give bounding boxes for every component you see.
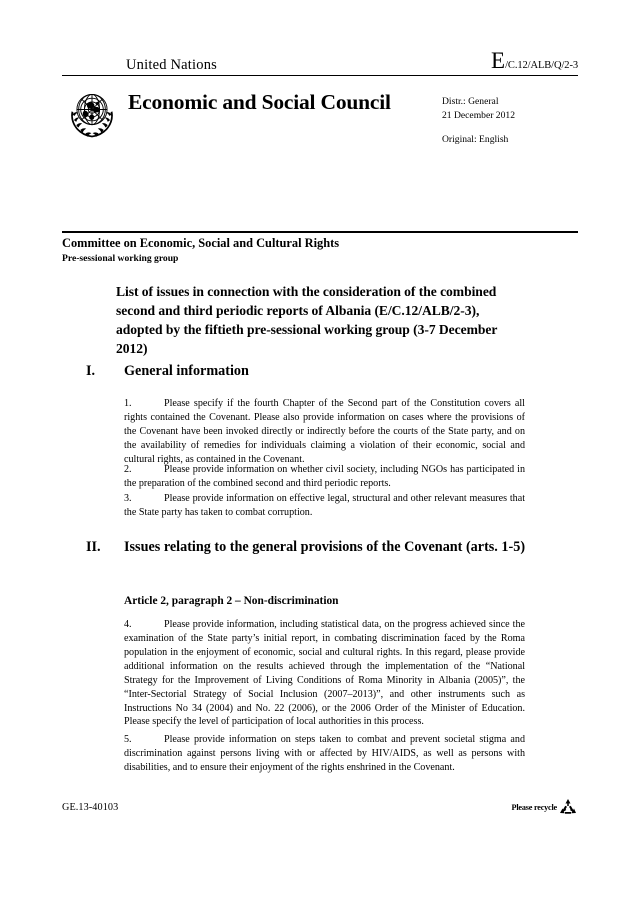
section-title-text: Issues relating to the general provisions of the Covenant (arts. 1-5) — [124, 539, 526, 555]
recycle-icon — [558, 798, 578, 816]
paragraph-text: Please provide information on whether civil society, including NGOs has participated in the preparation of the combined second and third periodic reports. — [124, 464, 525, 489]
original-language: Original: English — [442, 134, 509, 146]
section-general-information — [86, 362, 578, 380]
paragraph-4 — [124, 618, 525, 729]
paragraph-text: Please specify if the fourth Chapter of the Second part of the Constitution covers all rights contained the Covenant. Please also provide information on cases where the provisions of the Covenant have been invoked directly or indirectly before the courts of the State party, and on the availability of remedies for individuals claiming a violation of their economic, social and cultural rights, as contained in the Covenant. — [124, 398, 525, 465]
section-title-text: General information — [124, 363, 249, 379]
page-title: List of issues in connection with the consideration of the combined second and third periodic reports of Albania (E/C.12/ALB/2-3), adopted by the fiftieth pre-sessional working group (3-7 December 2012) — [116, 284, 498, 357]
section-divider — [62, 231, 578, 233]
committee-block — [62, 236, 578, 265]
section-number: II. — [86, 539, 101, 555]
section-general-provisions — [86, 538, 556, 556]
committee-subtitle: Pre-sessional working group — [62, 252, 179, 264]
document-symbol — [491, 49, 578, 72]
section-number: I. — [86, 363, 96, 379]
council-title: Economic and Social Council — [128, 90, 391, 114]
paragraph-number: 2. — [124, 464, 132, 475]
paragraph-number: 4. — [124, 619, 132, 630]
paragraph-1 — [124, 397, 525, 467]
distribution-block — [442, 83, 578, 147]
section-heading — [86, 362, 578, 380]
distribution-type: Distr.: General — [442, 96, 499, 107]
masthead-body-row — [62, 83, 578, 147]
document-symbol-prefix: E — [491, 48, 506, 73]
paragraph-3 — [124, 492, 525, 520]
paragraph-text: Please provide information on steps taken to combat and prevent societal stigma and discrimination against persons living with or affected by HIV/AIDS, as well as persons with disabilities, and to ensure their enjoyment of the rights enshrined in the Covenant. — [124, 734, 525, 773]
recycle-label: Please recycle — [511, 802, 557, 812]
section-heading — [86, 538, 556, 556]
paragraph-number: 5. — [124, 734, 132, 745]
masthead-divider — [62, 75, 578, 76]
recycle-notice — [512, 798, 578, 816]
un-emblem-icon — [62, 84, 122, 142]
distribution-spacer — [442, 122, 578, 133]
page-footer — [62, 798, 578, 816]
masthead-top-row — [62, 50, 578, 72]
paragraph-5 — [124, 733, 525, 775]
committee-name: Committee on Economic, Social and Cultural Rights — [62, 236, 340, 250]
paragraph-2 — [124, 463, 525, 491]
paragraph-number: 3. — [124, 493, 132, 504]
paragraph-text: Please provide information, including statistical data, on the progress achieved since the examination of the State party’s initial report, in combating discrimination faced by the Roma population in the enjoyment of economic, social and cultural rights. In this regard, please provide additional information on the results achieved through the implementation of the “National Strategy for the Improvement of Living Conditions of Roma Minority in Albania (2005)”, the “Inter-Sectorial Strategy of Social Inclusion (2007–2013)”, and other instruments such as Instructions No 34 (2004) and No. 22 (2006), or the 2006 Order of the Minister of Education. Please specify the level of participation of local authorities in this process. — [124, 619, 525, 728]
paragraph-text: Please provide information on effective legal, structural and other relevant measures that the State party has taken to combat corruption. — [124, 493, 525, 518]
organization-name: United Nations — [126, 56, 217, 73]
article-subheading: Article 2, paragraph 2 – Non-discrimination — [124, 595, 339, 607]
document-date: 21 December 2012 — [442, 109, 515, 121]
document-code: GE.13-40103 — [62, 801, 119, 813]
document-symbol-rest: /C.12/ALB/Q/2-3 — [505, 60, 578, 71]
paragraph-number: 1. — [124, 398, 132, 409]
masthead — [62, 50, 578, 147]
